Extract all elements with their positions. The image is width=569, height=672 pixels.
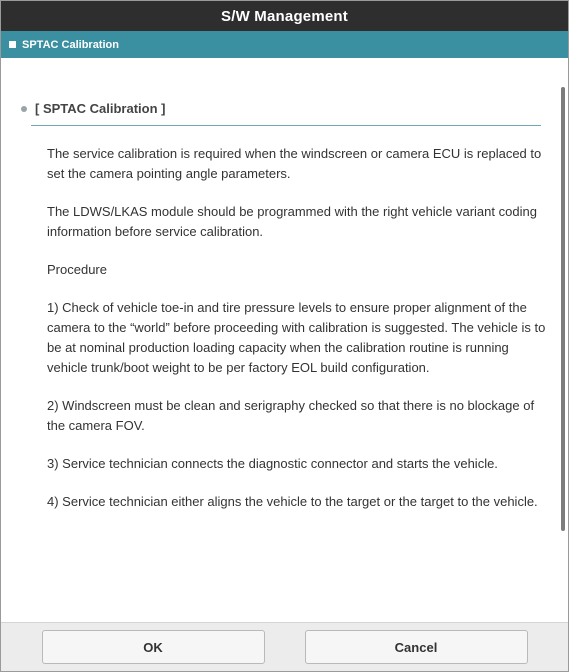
section-divider [31, 125, 541, 126]
instructions-text [47, 144, 547, 512]
paragraph-procedure-heading: Procedure [47, 262, 107, 277]
paragraph-step-2: 2) Windscreen must be clean and serigraphy checked so that there is no blockage of the camera FOV. [47, 398, 535, 433]
square-bullet-icon [9, 41, 16, 48]
bullet-dot-icon [21, 106, 27, 112]
paragraph-intro: The service calibration is required when the windscreen or camera ECU is replaced to set the camera pointing angle parameters. [47, 146, 542, 181]
content-area [13, 87, 553, 619]
ok-button[interactable]: OK [42, 630, 265, 664]
title-bar [1, 1, 568, 31]
paragraph-step-4: 4) Service technician either aligns the vehicle to the target or the target to the vehicle. [47, 494, 538, 509]
paragraph-step-1: 1) Check of vehicle toe-in and tire pressure levels to ensure proper alignment of the camera to the “world” before proceeding with calibration is suggested. The vehicle is to be at nominal production loading capacity when the calibration routine is running vehicle trunk/boot weight to be per factory EOL build configuration. [47, 300, 546, 375]
dialog-footer [1, 622, 568, 671]
vertical-scrollbar[interactable] [561, 87, 565, 531]
cancel-button[interactable]: Cancel [305, 630, 528, 664]
section-heading [21, 101, 553, 116]
paragraph-coding: The LDWS/LKAS module should be programmed with the right vehicle variant coding information before service calibration. [47, 204, 537, 239]
window-title: S/W Management [221, 7, 348, 25]
subheader-label: SPTAC Calibration [22, 38, 119, 51]
section-title: [ SPTAC Calibration ] [35, 101, 166, 116]
paragraph-step-3: 3) Service technician connects the diagnostic connector and starts the vehicle. [47, 456, 498, 471]
subheader-bar [1, 31, 568, 58]
